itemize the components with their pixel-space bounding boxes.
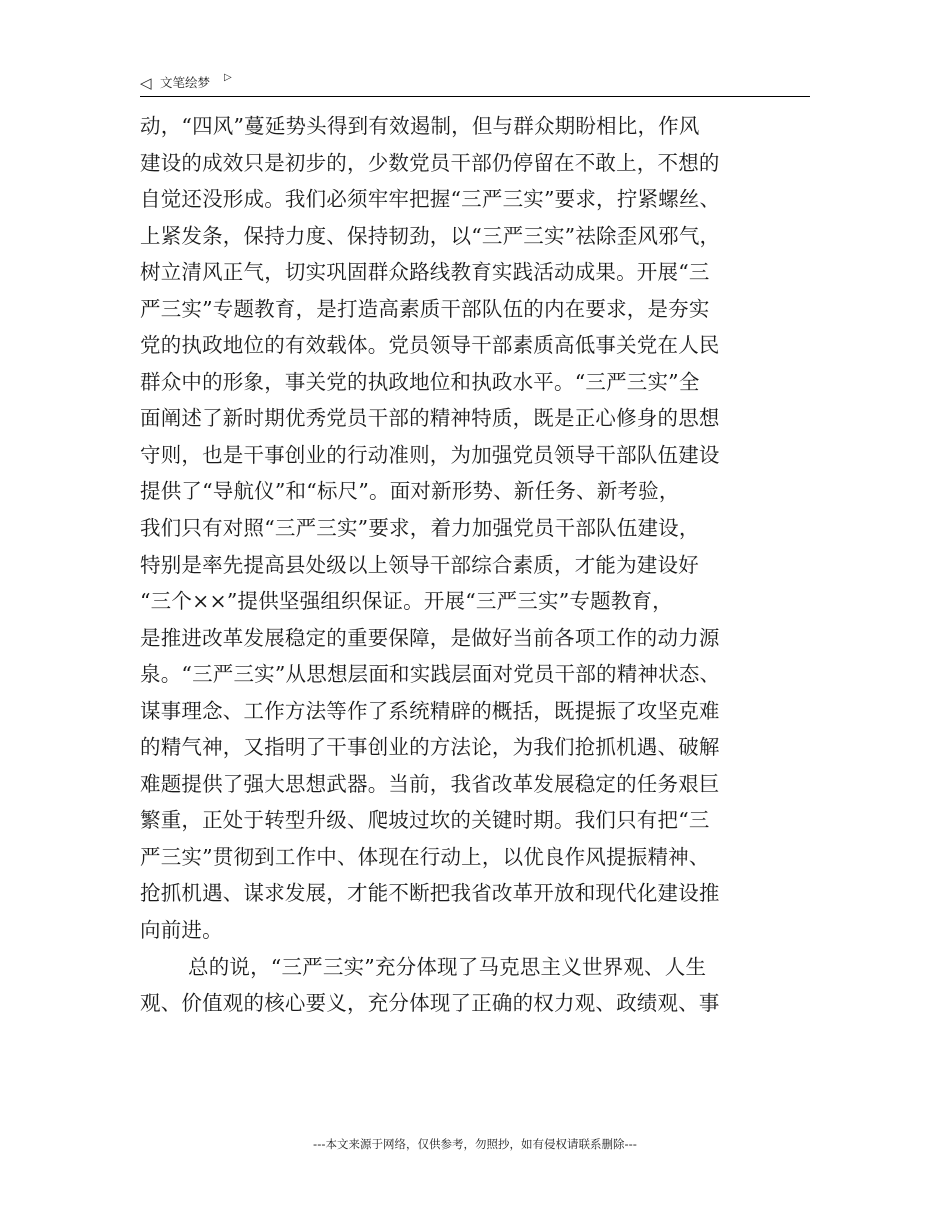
text-line: 特别是率先提高县处级以上领导干部综合素质，才能为建设好	[140, 552, 699, 577]
page-footer-disclaimer: ---本文来源于网络，仅供参考，勿照抄，如有侵权请联系删除---	[313, 1137, 637, 1151]
text-line: 上紧发条，保持力度、保持韧劲，以“三严三实”祛除歪风邪气，	[140, 223, 721, 248]
text-line: 自觉还没形成。我们必须牢牢把握“三严三实”要求，拧紧螺丝、	[140, 187, 721, 212]
text-line: 提供了“导航仪”和“标尺”。面对新形势、新任务、新考验，	[140, 479, 680, 504]
text-line: 难题提供了强大思想武器。当前，我省改革发展稳定的任务艰巨	[140, 771, 720, 796]
text-line: 谋事理念、工作方法等作了系统精辟的概括，既提振了攻坚克难	[140, 698, 720, 723]
text-line: 抢抓机遇、谋求发展，才能不断把我省改革开放和现代化建设推	[140, 881, 720, 906]
text-line: 面阐述了新时期优秀党员干部的精神特质，既是正心修身的思想	[140, 406, 720, 431]
paragraph-first-line: 总的说，“三严三实”充分体现了马克思主义世界观、人生	[188, 954, 707, 979]
text-line: 守则，也是干事创业的行动准则，为加强党员领导干部队伍建设	[140, 442, 720, 467]
text-line: 我们只有对照“三严三实”要求，着力加强党员干部队伍建设，	[140, 516, 700, 541]
text-line: 是推进改革发展稳定的重要保障，是做好当前各项工作的动力源	[140, 625, 720, 650]
text-line: 泉。“三严三实”从思想层面和实践层面对党员干部的精神状态、	[140, 662, 721, 687]
text-line: 向前进。	[140, 918, 223, 943]
header-brand: 文笔绘梦	[160, 75, 211, 90]
text-line: 动，“四风”蔓延势头得到有效遏制，但与群众期盼相比，作风	[140, 114, 700, 138]
document-body	[140, 108, 810, 1022]
text-line: 群众中的形象，事关党的执政地位和执政水平。“三严三实”全	[140, 369, 700, 394]
page-header	[140, 72, 810, 97]
text-line: 观、价值观的核心要义，充分体现了正确的权力观、政绩观、事	[140, 991, 720, 1016]
left-triangle-icon: ◁	[140, 74, 152, 92]
text-line: 严三实”专题教育，是打造高素质干部队伍的内在要求，是夯实	[140, 296, 710, 321]
text-line: “三个××”提供坚强组织保证。开展“三严三实”专题教育，	[140, 589, 673, 614]
text-line: 党的执政地位的有效载体。党员领导干部素质高低事关党在人民	[140, 333, 720, 358]
text-line: 建设的成效只是初步的，少数党员干部仍停留在不敢上，不想的	[140, 150, 720, 175]
right-triangle-icon: ▷	[224, 72, 232, 83]
text-line: 繁重，正处于转型升级、爬坡过坎的关键时期。我们只有把“三	[140, 808, 710, 833]
text-line: 严三实”贯彻到工作中、体现在行动上，以优良作风提振精神、	[140, 844, 710, 869]
text-line: 的精气神，又指明了干事创业的方法论，为我们抢抓机遇、破解	[140, 735, 720, 760]
text-line: 树立清风正气，切实巩固群众路线教育实践活动成果。开展“三	[140, 260, 710, 285]
